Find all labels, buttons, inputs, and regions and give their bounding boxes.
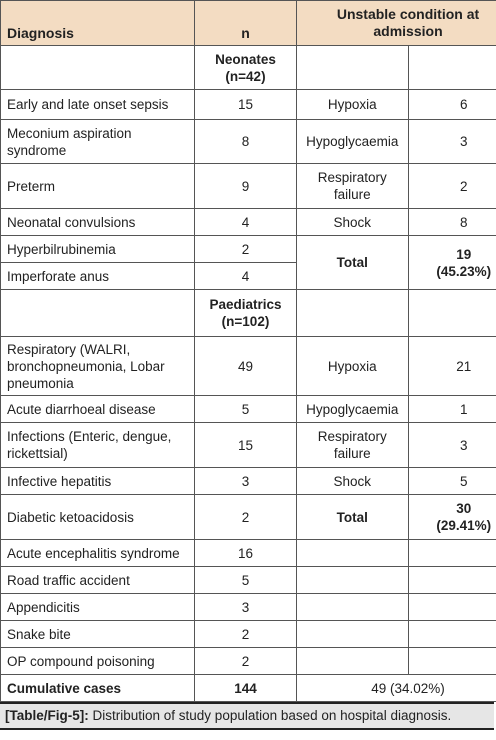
count-cell: 8	[195, 120, 297, 164]
unstable-condition-cell: Respiratory failure	[297, 164, 409, 209]
section-label-neonates: Neonates (n=42)	[195, 46, 297, 90]
count-cell: 4	[195, 263, 297, 290]
total-label: Total	[297, 236, 409, 290]
section-row-paediatrics	[1, 290, 496, 337]
table-row	[1, 594, 496, 621]
diagnosis-cell: Hyperbilrubinemia	[1, 236, 195, 263]
diagnosis-cell: OP compound poisoning	[1, 648, 195, 675]
table-row	[1, 621, 496, 648]
total-label: Total	[297, 495, 409, 540]
table-row	[1, 209, 496, 236]
count-cell: 2	[195, 495, 297, 540]
unstable-condition-cell: Hypoglycaemia	[297, 396, 409, 423]
diagnosis-cell: Acute encephalitis syndrome	[1, 540, 195, 567]
total-value	[408, 236, 496, 290]
diagnosis-cell: Meconium aspiration syndrome	[1, 120, 195, 164]
unstable-value-cell: 21	[408, 337, 496, 396]
count-cell: 9	[195, 164, 297, 209]
count-cell: 5	[195, 567, 297, 594]
table-row	[1, 468, 496, 495]
count-cell: 49	[195, 337, 297, 396]
table-row	[1, 495, 496, 540]
unstable-value-cell: 3	[408, 423, 496, 468]
section-label-paediatrics: Paediatrics (n=102)	[195, 290, 297, 337]
count-cell: 15	[195, 423, 297, 468]
total-count: 19	[456, 246, 472, 262]
unstable-value-cell: 6	[408, 90, 496, 120]
diagnosis-cell: Snake bite	[1, 621, 195, 648]
table-row	[1, 90, 496, 120]
diagnosis-cell: Early and late onset sepsis	[1, 90, 195, 120]
diagnosis-cell: Infective hepatitis	[1, 468, 195, 495]
caption-text: Distribution of study population based on hospital diagnosis.	[88, 708, 452, 723]
count-cell: 16	[195, 540, 297, 567]
header-diagnosis: Diagnosis	[1, 1, 195, 46]
diagnosis-cell: Road traffic accident	[1, 567, 195, 594]
unstable-condition-cell: Hypoglycaemia	[297, 120, 409, 164]
count-cell: 4	[195, 209, 297, 236]
unstable-value-cell: 2	[408, 164, 496, 209]
table-row	[1, 567, 496, 594]
diagnosis-cell: Preterm	[1, 164, 195, 209]
table-row	[1, 120, 496, 164]
cumulative-unstable: 49 (34.02%)	[297, 675, 496, 702]
table-row	[1, 236, 496, 263]
header-unstable: Unstable condition at admission	[297, 1, 496, 46]
caption-ref: [Table/Fig-5]:	[5, 708, 89, 723]
total-count: 30	[456, 501, 472, 516]
diagnosis-cell: Neonatal convulsions	[1, 209, 195, 236]
header-n: n	[195, 1, 297, 46]
unstable-condition-cell: Respiratory failure	[297, 423, 409, 468]
count-cell: 3	[195, 468, 297, 495]
cumulative-row	[1, 675, 496, 702]
table-row	[1, 396, 496, 423]
unstable-value-cell: 5	[408, 468, 496, 495]
unstable-value-cell: 3	[408, 120, 496, 164]
total-value	[408, 495, 496, 540]
count-cell: 3	[195, 594, 297, 621]
table-row	[1, 648, 496, 675]
table-row	[1, 540, 496, 567]
diagnosis-cell: Diabetic ketoacidosis	[1, 495, 195, 540]
count-cell: 2	[195, 621, 297, 648]
table-header-row	[1, 1, 496, 46]
unstable-condition-cell: Hypoxia	[297, 90, 409, 120]
unstable-value-cell: 1	[408, 396, 496, 423]
unstable-value-cell: 8	[408, 209, 496, 236]
table-row	[1, 423, 496, 468]
table-row	[1, 164, 496, 209]
cumulative-label: Cumulative cases	[1, 675, 195, 702]
diagnosis-cell: Appendicitis	[1, 594, 195, 621]
diagnosis-cell: Respiratory (WALRI, bronchopneumonia, Lobar pneumonia	[1, 337, 195, 396]
section-row-neonates	[1, 46, 496, 90]
count-cell: 2	[195, 236, 297, 263]
figure-caption	[0, 702, 494, 730]
total-percent: (45.23%)	[436, 263, 492, 279]
count-cell: 2	[195, 648, 297, 675]
count-cell: 15	[195, 90, 297, 120]
total-percent: (29.41%)	[436, 518, 492, 533]
table-row	[1, 337, 496, 396]
unstable-condition-cell: Hypoxia	[297, 337, 409, 396]
cumulative-count: 144	[195, 675, 297, 702]
unstable-condition-cell: Shock	[297, 209, 409, 236]
diagnosis-cell: Infections (Enteric, dengue, rickettsial)	[1, 423, 195, 468]
diagnosis-cell: Imperforate anus	[1, 263, 195, 290]
count-cell: 5	[195, 396, 297, 423]
unstable-condition-cell: Shock	[297, 468, 409, 495]
diagnosis-cell: Acute diarrhoeal disease	[1, 396, 195, 423]
